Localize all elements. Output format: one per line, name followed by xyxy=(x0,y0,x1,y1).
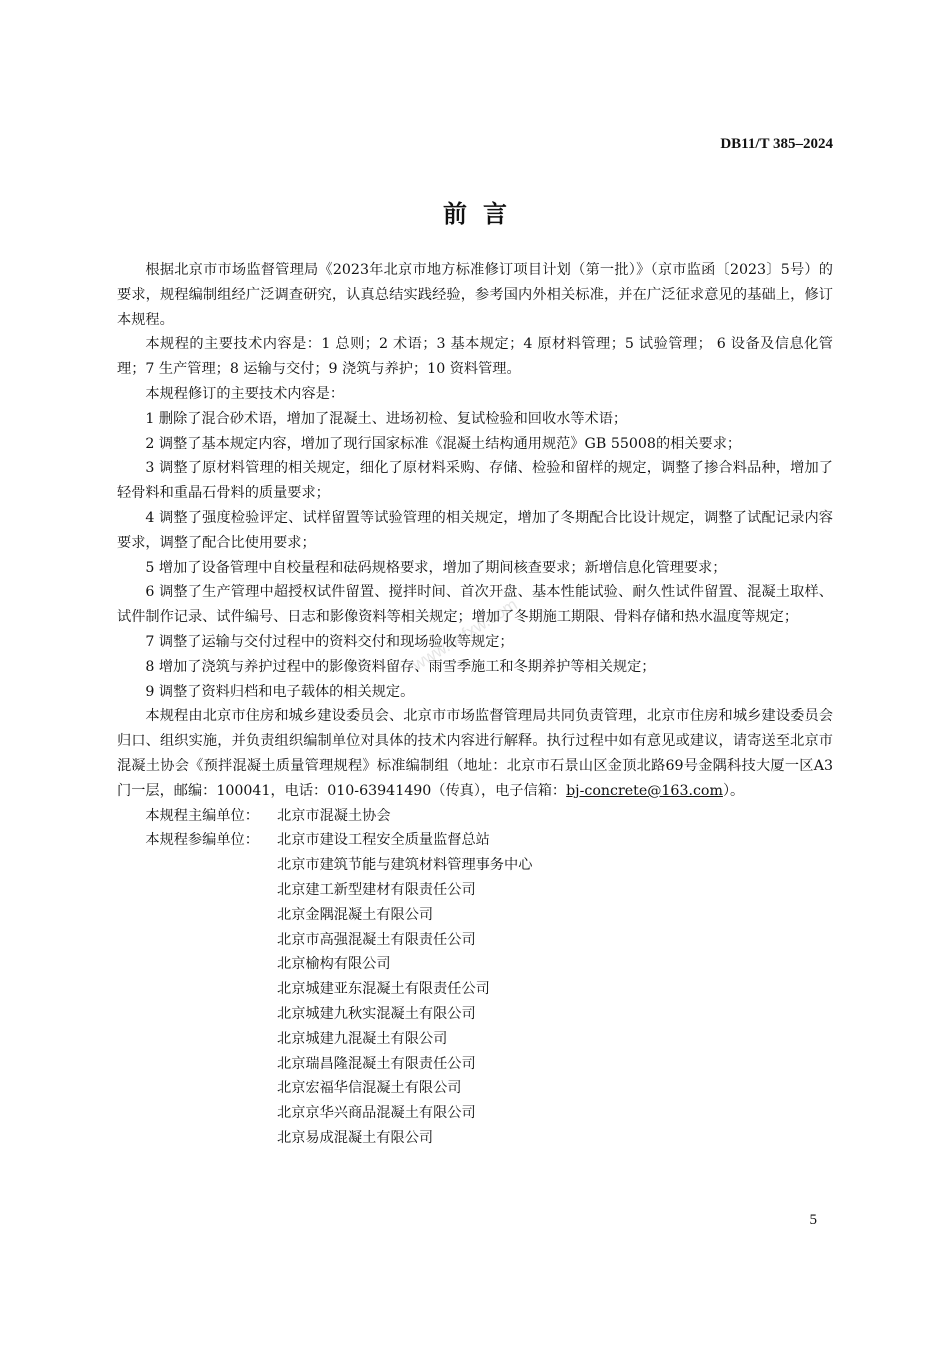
participating-unit: 北京榆构有限公司 xyxy=(277,956,391,973)
paragraph: 6 调整了生产管理中超授权试件留置、搅拌时间、首次开盘、基本性能试验、耐久性试件留置、混凝土取样、试件制作记录、试件编号、日志和影像资料等相关规定；增加了冬期施工期限、骨料存储和热水温度等规定； xyxy=(117,584,833,626)
participating-unit: 北京城建九混凝土有限公司 xyxy=(277,1030,448,1047)
participating-unit-label: 本规程参编单位： xyxy=(145,832,259,849)
participating-unit: 北京城建亚东混凝土有限责任公司 xyxy=(277,981,490,998)
management-text: 本规程由北京市住房和城乡建设委员会、北京市市场监督管理局共同负责管理，北京市住房和城乡建设委员会归口、组织实施，并负责组织编制单位对具体的技术内容进行解释。执行过程中如有意见或建议，请寄送至北京市混凝土协会《预拌混凝土质量管理规程》标准编制组（地址：北京市石景山区金顶北路69号金隅科技大厦一区A3门一层，邮编：100041，电话：010-63941490（传真），电子信箱： xyxy=(117,708,833,799)
paragraph: 2 调整了基本规定内容，增加了现行国家标准《混凝土结构通用规范》GB 55008的相关要求； xyxy=(145,435,742,452)
participating-unit: 北京市建筑节能与建筑材料管理事务中心 xyxy=(277,857,533,874)
participating-unit: 北京瑞昌隆混凝土有限责任公司 xyxy=(277,1055,476,1072)
paragraph: 9 调整了资料归档和电子载体的相关规定。 xyxy=(145,683,415,700)
participating-unit: 北京宏福华信混凝土有限公司 xyxy=(277,1080,462,1097)
chief-unit-value: 北京市混凝土协会 xyxy=(277,807,391,824)
paragraph: 本规程修订的主要技术内容是： xyxy=(145,385,345,402)
watermark: www.bzfxw.com xyxy=(408,594,521,675)
management-closing: ）。 xyxy=(722,782,745,799)
document-body xyxy=(117,258,833,1151)
paragraph: 根据北京市市场监督管理局《2023年北京市地方标准修订项目计划（第一批）》（京市监函〔2023〕5号）的要求，规程编制组经广泛调查研究，认真总结实践经验，参考国内外相关标准，并在广泛征求意见的基础上，修订本规程。 xyxy=(117,262,833,328)
units-section xyxy=(117,804,833,1151)
paragraph: 8 增加了浇筑与养护过程中的影像资料留存、雨雪季施工和冬期养护等相关规定； xyxy=(145,658,656,675)
page-title: 前言 xyxy=(443,199,523,228)
page-number: 5 xyxy=(809,1212,817,1228)
standard-code: DB11/T 385–2024 xyxy=(720,136,833,152)
paragraph: 5 增加了设备管理中自校量程和砝码规格要求，增加了期间核查要求；新增信息化管理要求； xyxy=(145,559,727,576)
paragraph: 1 删除了混合砂术语，增加了混凝土、进场初检、复试检验和回收水等术语； xyxy=(145,410,628,427)
management-paragraph xyxy=(117,704,833,803)
participating-unit-list xyxy=(277,828,532,1150)
participating-unit: 北京城建九秋实混凝土有限公司 xyxy=(277,1005,476,1022)
paragraph: 3 调整了原材料管理的相关规定，细化了原材料采购、存储、检验和留样的规定，调整了掺合料品种，增加了轻骨料和重晶石骨料的质量要求； xyxy=(117,460,833,502)
paragraph: 7 调整了运输与交付过程中的资料交付和现场验收等规定； xyxy=(145,633,514,650)
participating-units-row xyxy=(117,828,833,1150)
participating-unit: 北京金隅混凝土有限公司 xyxy=(277,906,434,923)
participating-unit: 北京市高强混凝土有限责任公司 xyxy=(277,931,476,948)
chief-unit-row xyxy=(117,804,833,829)
participating-unit: 北京建工新型建材有限责任公司 xyxy=(277,881,476,898)
chief-unit-label: 本规程主编单位： xyxy=(145,807,259,824)
participating-unit: 北京京华兴商品混凝土有限公司 xyxy=(277,1105,476,1122)
email-link[interactable]: bj-concrete@163.com xyxy=(566,782,723,799)
paragraph: 本规程的主要技术内容是：1 总则；2 术语；3 基本规定；4 原材料管理；5 试验管理； 6 设备及信息化管理；7 生产管理；8 运输与交付；9 浇筑与养护；10 资料管理。 xyxy=(117,336,833,378)
participating-unit: 北京市建设工程安全质量监督总站 xyxy=(277,832,490,849)
participating-unit: 北京易成混凝土有限公司 xyxy=(277,1129,434,1146)
paragraph: 4 调整了强度检验评定、试样留置等试验管理的相关规定，增加了冬期配合比设计规定，调整了试配记录内容要求，调整了配合比使用要求； xyxy=(117,509,833,551)
